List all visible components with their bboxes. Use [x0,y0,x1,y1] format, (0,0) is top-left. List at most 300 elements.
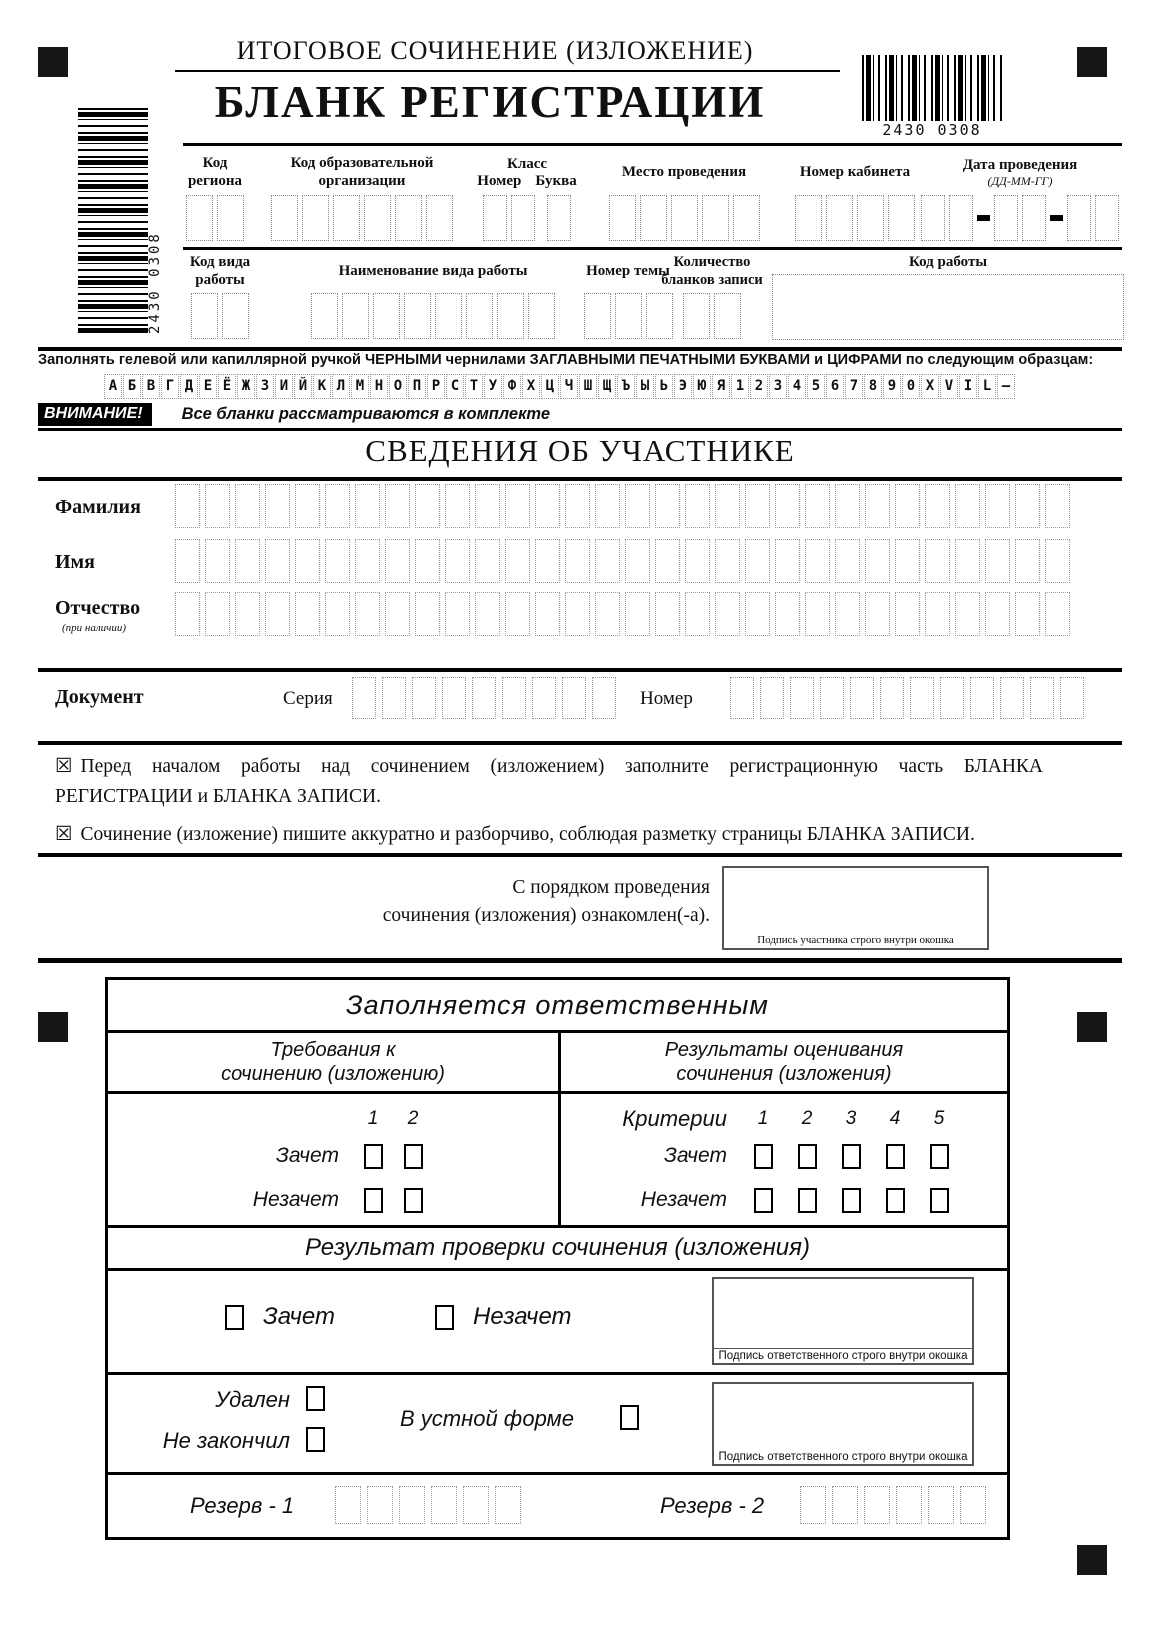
write-cell[interactable] [1015,592,1040,636]
write-cell[interactable] [475,539,500,583]
checkbox[interactable] [886,1144,905,1169]
oral-form-checkbox[interactable] [620,1405,639,1430]
sample-char-cell: Х [522,374,540,399]
write-cell[interactable] [805,592,830,636]
field-work-id [772,252,1124,340]
sample-char-cell: Л [332,374,350,399]
write-cell[interactable] [584,293,611,339]
checkbox[interactable] [754,1144,773,1169]
write-cell[interactable] [399,1486,425,1524]
sample-char-cell: Ё [218,374,236,399]
sample-char-cell: Й [294,374,312,399]
write-cell[interactable] [235,484,260,528]
oral-form-label: В устной форме [400,1406,574,1431]
write-cell[interactable] [205,539,230,583]
write-cell[interactable] [271,195,298,241]
checkbox[interactable] [404,1144,423,1169]
write-cell[interactable] [730,677,754,719]
official-check-area [108,1094,1007,1225]
write-cell[interactable] [775,539,800,583]
write-cell[interactable] [865,484,890,528]
field-sublabel: (ДД-ММ-ГГ) [987,174,1053,188]
checkbox[interactable] [404,1188,423,1213]
checkbox[interactable] [886,1188,905,1213]
write-cell[interactable] [655,592,680,636]
write-cell[interactable] [795,195,822,241]
date-year-cells [1067,195,1119,241]
work-id-box[interactable] [772,274,1124,340]
write-cell[interactable] [985,484,1010,528]
header-line: Требования к [270,1039,396,1061]
write-cell[interactable] [352,677,376,719]
sample-char-cell: Щ [598,374,616,399]
write-cell[interactable] [1015,539,1040,583]
write-cell[interactable] [888,195,915,241]
write-cell[interactable] [955,539,980,583]
series-cells [352,677,616,719]
write-cell[interactable] [235,539,260,583]
corner-mark-bottom-right [1077,1545,1107,1575]
write-cell[interactable] [835,592,860,636]
write-cell[interactable] [295,484,320,528]
write-cell[interactable] [415,484,440,528]
write-cell[interactable] [970,677,994,719]
requirements-body [108,1094,561,1225]
write-cell[interactable] [1095,195,1119,241]
write-cell[interactable] [925,484,950,528]
write-cell[interactable] [994,195,1018,241]
surname-cells [175,484,1070,528]
official-signature-box[interactable] [712,1382,974,1466]
sample-char-cell: Ъ [617,374,635,399]
write-cell[interactable] [547,195,571,241]
pass-label: Зачет [276,1144,339,1167]
number-cells [730,677,1084,719]
sample-char-cell: З [256,374,274,399]
official-section-title: Заполняется ответственным [108,980,1007,1033]
write-cell[interactable] [325,539,350,583]
write-cell[interactable] [335,1486,361,1524]
field-place [598,152,770,241]
write-cell[interactable] [222,293,249,339]
column-number: 1 [757,1108,769,1129]
write-cell[interactable] [505,592,530,636]
write-cell[interactable] [949,195,973,241]
fail-label: Незачет [252,1188,339,1211]
field-label: Код вида [189,254,251,270]
write-cell[interactable] [715,539,740,583]
field-label: Дата проведения [962,157,1078,173]
write-cell[interactable] [475,484,500,528]
write-cell[interactable] [175,592,200,636]
write-cell[interactable] [355,539,380,583]
write-cell[interactable] [925,539,950,583]
result-fail-checkbox[interactable] [435,1305,454,1330]
checkbox[interactable] [798,1188,817,1213]
write-cell[interactable] [940,677,964,719]
write-cell[interactable] [835,539,860,583]
sample-char-cell: 8 [864,374,882,399]
write-cell[interactable] [640,195,667,241]
corner-mark-top-right [1077,47,1107,77]
write-cell[interactable] [595,592,620,636]
write-cell[interactable] [595,539,620,583]
sample-char-cell: Ц [541,374,559,399]
reserve2-cells [800,1486,986,1524]
record-blank-count-cells [660,293,764,339]
write-cell[interactable] [445,539,470,583]
write-cell[interactable] [1000,677,1024,719]
checkbox[interactable] [754,1188,773,1213]
write-cell[interactable] [565,592,590,636]
region-code-cells [178,195,252,241]
write-cell[interactable] [532,677,556,719]
divider [38,477,1122,481]
patronymic-cells [175,592,1070,636]
write-cell[interactable] [685,539,710,583]
evaluation-body [561,1094,1007,1225]
sample-char-cell: 6 [826,374,844,399]
write-cell[interactable] [502,677,526,719]
field-label: региона [187,173,243,189]
checkbox[interactable] [364,1188,383,1213]
write-cell[interactable] [865,539,890,583]
column-number: 1 [367,1108,379,1129]
column-number: 3 [845,1108,857,1129]
write-cell[interactable] [760,677,784,719]
corner-mark-mid-left [38,1012,68,1042]
write-cell[interactable] [404,293,431,339]
sample-char-cell: Ы [636,374,654,399]
removed-label: Удален [215,1387,290,1412]
write-cell[interactable] [985,539,1010,583]
patronymic-label: Отчество [55,597,141,619]
write-cell[interactable] [775,484,800,528]
write-cell[interactable] [325,592,350,636]
write-cell[interactable] [385,539,410,583]
write-cell[interactable] [745,592,770,636]
divider [38,741,1122,745]
participant-signature-box[interactable] [722,866,989,950]
date-separator [1050,215,1063,221]
column-number: 4 [889,1108,901,1129]
field-cabinet [782,152,928,241]
write-cell[interactable] [625,539,650,583]
write-cell[interactable] [415,592,440,636]
fail-label: Незачет [640,1188,727,1211]
checkbox[interactable] [930,1188,949,1213]
write-cell[interactable] [928,1486,954,1524]
field-label: Код [202,155,228,171]
org-code-cells [256,195,468,241]
write-cell[interactable] [895,484,920,528]
write-cell[interactable] [865,592,890,636]
field-label: Класс [506,155,548,172]
sample-char-cell: L [978,374,996,399]
write-cell[interactable] [1015,484,1040,528]
write-cell[interactable] [1045,592,1070,636]
write-cell[interactable] [265,484,290,528]
write-cell[interactable] [426,195,453,241]
write-cell[interactable] [364,195,391,241]
write-cell[interactable] [857,195,884,241]
write-cell[interactable] [1022,195,1046,241]
top-barcode-number: 2430 0308 [882,121,982,139]
removal-area [108,1375,1007,1475]
result-fail-label: Незачет [473,1303,572,1330]
field-record-blank-count [660,252,764,339]
field-label: организации [318,173,406,189]
checkbox[interactable] [842,1144,861,1169]
write-cell[interactable] [565,539,590,583]
signature-caption: Подпись ответственного строго внутри окошка [714,1348,972,1362]
unfinished-checkbox[interactable] [306,1427,325,1452]
field-label: Номер [477,172,522,189]
write-cell[interactable] [745,539,770,583]
sample-char-cell: К [313,374,331,399]
sample-char-cell: 5 [807,374,825,399]
write-cell[interactable] [615,293,642,339]
unfinished-label: Не закончил [162,1428,290,1453]
removed-checkbox[interactable] [306,1386,325,1411]
acknowledgement-text [300,874,710,930]
write-cell[interactable] [175,539,200,583]
reserve1-label: Резерв - 1 [190,1493,295,1518]
write-cell[interactable] [715,592,740,636]
write-cell[interactable] [295,539,320,583]
sample-char-cell: П [408,374,426,399]
write-cell[interactable] [217,195,244,241]
column-number: 2 [407,1108,419,1129]
write-cell[interactable] [445,484,470,528]
write-cell[interactable] [342,293,369,339]
write-cell[interactable] [463,1486,489,1524]
write-cell[interactable] [850,677,874,719]
sample-char-cell: Б [123,374,141,399]
sample-char-cell: Я [712,374,730,399]
write-cell[interactable] [505,484,530,528]
write-cell[interactable] [671,195,698,241]
write-cell[interactable] [714,293,741,339]
field-label: работы [195,272,245,288]
write-cell[interactable] [382,677,406,719]
attention-badge: ВНИМАНИЕ! [38,403,152,426]
write-cell[interactable] [835,484,860,528]
divider [38,347,1122,351]
write-cell[interactable] [1060,677,1084,719]
write-cell[interactable] [880,677,904,719]
write-cell[interactable] [495,1486,521,1524]
write-cell[interactable] [385,592,410,636]
acknowledgement-line: сочинения (изложения) ознакомлен(-а). [382,905,710,926]
field-work-type-code [178,252,262,339]
write-cell[interactable] [896,1486,922,1524]
write-cell[interactable] [535,592,560,636]
name-cells [175,539,1070,583]
write-cell[interactable] [592,677,616,719]
sample-char-cell: 3 [769,374,787,399]
write-cell[interactable] [528,293,555,339]
write-cell[interactable] [1067,195,1091,241]
write-cell[interactable] [333,195,360,241]
write-cell[interactable] [235,592,260,636]
write-cell[interactable] [435,293,462,339]
field-label: Код работы [908,254,988,270]
write-cell[interactable] [655,484,680,528]
write-cell[interactable] [685,592,710,636]
write-cell[interactable] [311,293,338,339]
requirements-pass-row [108,1134,561,1178]
sample-char-cell: Г [161,374,179,399]
write-cell[interactable] [715,484,740,528]
write-cell[interactable] [955,592,980,636]
checkbox[interactable] [930,1144,949,1169]
write-cell[interactable] [1030,677,1054,719]
write-cell[interactable] [685,484,710,528]
write-cell[interactable] [367,1486,393,1524]
write-cell[interactable] [191,293,218,339]
write-cell[interactable] [832,1486,858,1524]
write-cell[interactable] [985,592,1010,636]
sample-char-cell: Ч [560,374,578,399]
write-cell[interactable] [302,195,329,241]
date-separator [977,215,990,221]
reserve-area [108,1475,1007,1537]
divider [38,853,1122,857]
write-cell[interactable] [925,592,950,636]
write-cell[interactable] [325,484,350,528]
criteria-pass-row [561,1134,1004,1178]
write-cell[interactable] [609,195,636,241]
left-barcode-number: 2430 0308 [147,231,163,334]
write-cell[interactable] [472,677,496,719]
write-cell[interactable] [826,195,853,241]
reserve2-label: Резерв - 2 [660,1493,765,1518]
name-label: Имя [55,551,95,573]
write-cell[interactable] [445,592,470,636]
write-cell[interactable] [373,293,400,339]
write-cell[interactable] [562,677,586,719]
write-cell[interactable] [415,539,440,583]
write-cell[interactable] [175,484,200,528]
write-cell[interactable] [820,677,844,719]
fill-instruction: Заполнять гелевой или капиллярной ручкой ЧЕРНЫМИ чернилами ЗАГЛАВНЫМИ ПЕЧАТНЫМИ БУКВАМИ и ЦИФРАМИ по следующим образцам: [38,352,1094,368]
write-cell[interactable] [466,293,493,339]
checkbox[interactable] [364,1144,383,1169]
write-cell[interactable] [265,539,290,583]
work-type-code-cells [178,293,262,339]
official-signature-box[interactable] [712,1277,974,1365]
corner-mark-top-left [38,47,68,77]
document-label: Документ [55,686,144,708]
write-cell[interactable] [625,592,650,636]
write-cell[interactable] [295,592,320,636]
write-cell[interactable] [395,195,422,241]
sample-char-cell: 9 [883,374,901,399]
write-cell[interactable] [1045,539,1070,583]
write-cell[interactable] [960,1486,986,1524]
sample-char-cell: Т [465,374,483,399]
write-cell[interactable] [355,592,380,636]
write-cell[interactable] [205,592,230,636]
divider [183,247,1122,250]
write-cell[interactable] [355,484,380,528]
write-cell[interactable] [775,592,800,636]
field-date [915,152,1125,241]
write-cell[interactable] [497,293,524,339]
write-cell[interactable] [790,677,814,719]
write-cell[interactable] [805,539,830,583]
write-cell[interactable] [921,195,945,241]
sample-char-cell: У [484,374,502,399]
field-work-type-name [288,252,578,339]
write-cell[interactable] [655,539,680,583]
sample-characters-strip [104,374,1015,399]
checkbox[interactable] [798,1144,817,1169]
header-line: сочинения (изложения) [676,1063,892,1085]
write-cell[interactable] [535,539,560,583]
write-cell[interactable] [186,195,213,241]
sample-char-cell: Ф [503,374,521,399]
write-cell[interactable] [895,592,920,636]
sample-char-cell: Е [199,374,217,399]
write-cell[interactable] [805,484,830,528]
write-cell[interactable] [475,592,500,636]
field-label: Буква [535,172,577,189]
page-title: БЛАНК РЕГИСТРАЦИИ [214,77,766,127]
write-cell[interactable] [864,1486,890,1524]
write-cell[interactable] [800,1486,826,1524]
write-cell[interactable] [205,484,230,528]
field-label: Номер темы [586,263,670,279]
column-number: 2 [801,1108,813,1129]
write-cell[interactable] [595,484,620,528]
write-cell[interactable] [955,484,980,528]
write-cell[interactable] [702,195,729,241]
write-cell[interactable] [483,195,507,241]
write-cell[interactable] [625,484,650,528]
sample-char-cell: Ж [237,374,255,399]
write-cell[interactable] [431,1486,457,1524]
write-cell[interactable] [683,293,710,339]
result-pass-checkbox[interactable] [225,1305,244,1330]
checkbox[interactable] [842,1188,861,1213]
note-1 [55,752,1043,811]
write-cell[interactable] [511,195,535,241]
write-cell[interactable] [535,484,560,528]
sample-char-cell: С [446,374,464,399]
date-month-cells [994,195,1046,241]
write-cell[interactable] [733,195,760,241]
note-text: Сочинение (изложение) пишите аккуратно и разборчиво, соблюдая разметку страницы БЛАНКА ЗАПИСИ. [80,824,975,846]
write-cell[interactable] [745,484,770,528]
write-cell[interactable] [565,484,590,528]
write-cell[interactable] [412,677,436,719]
section-title-participant: СВЕДЕНИЯ ОБ УЧАСТНИКЕ [365,433,795,468]
attention-text: Все бланки рассматриваются в комплекте [181,405,551,423]
write-cell[interactable] [265,592,290,636]
sample-char-cell: Ш [579,374,597,399]
write-cell[interactable] [910,677,934,719]
requirements-fail-row [108,1178,561,1222]
write-cell[interactable] [1045,484,1070,528]
write-cell[interactable] [442,677,466,719]
criteria-numbers-row [561,1104,1004,1134]
write-cell[interactable] [505,539,530,583]
write-cell[interactable] [385,484,410,528]
check-result-area [108,1271,1007,1375]
write-cell[interactable] [895,539,920,583]
